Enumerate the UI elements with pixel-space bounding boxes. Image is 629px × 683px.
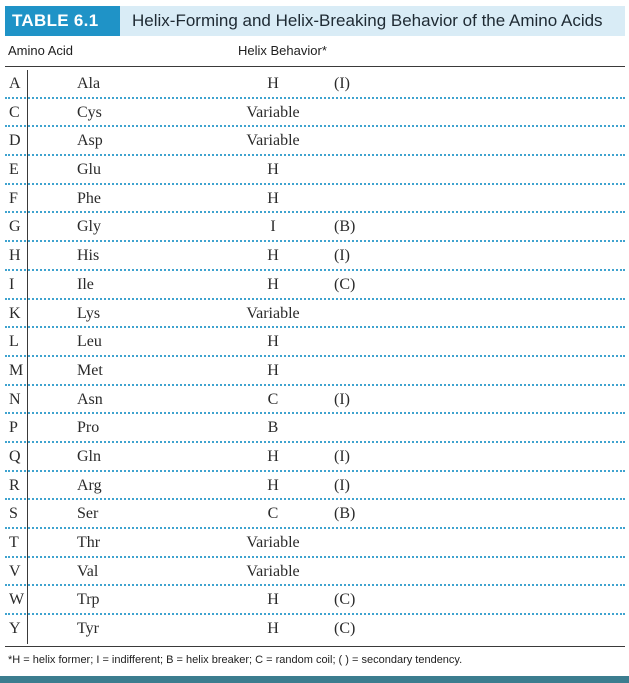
secondary-tendency: (I): [334, 75, 350, 92]
amino-acid-letter: N: [9, 390, 21, 408]
footnote-divider: [5, 646, 625, 647]
table-row: [5, 558, 625, 587]
amino-acid-abbreviation: Cys: [77, 103, 102, 121]
table-row: [5, 386, 625, 415]
helix-behavior: C: [267, 390, 279, 408]
table-row: [5, 300, 625, 329]
amino-acid-abbreviation: Gly: [77, 218, 101, 236]
amino-acid-letter: E: [9, 161, 19, 179]
amino-acid-abbreviation: Ser: [77, 505, 99, 523]
helix-behavior: H: [267, 161, 279, 179]
amino-acid-letter: W: [9, 591, 25, 609]
helix-behavior: C: [267, 505, 279, 523]
table-row: [5, 529, 625, 558]
helix-behavior: B: [267, 419, 279, 437]
amino-acid-abbreviation: Leu: [77, 333, 102, 351]
helix-behavior: H: [267, 591, 279, 609]
table-row: [5, 127, 625, 156]
amino-acid-abbreviation: Glu: [77, 161, 101, 179]
amino-acid-abbreviation: Asp: [77, 132, 103, 150]
amino-acid-letter: A: [9, 75, 21, 92]
table-row: [5, 213, 625, 242]
amino-acid-abbreviation: Trp: [77, 591, 100, 609]
amino-acid-abbreviation: Arg: [77, 476, 102, 494]
amino-acid-letter: M: [9, 361, 24, 379]
table-row: [5, 271, 625, 300]
amino-acid-letter: C: [9, 103, 20, 121]
helix-behavior: H: [267, 75, 279, 92]
amino-acid-letter: Y: [9, 620, 21, 638]
table-row: [5, 357, 625, 386]
secondary-tendency: (I): [334, 476, 350, 494]
amino-acid-letter: F: [9, 189, 18, 207]
amino-acid-abbreviation: Val: [77, 562, 99, 580]
table-body: [5, 70, 625, 644]
amino-acid-abbreviation: Met: [77, 361, 103, 379]
table-row: [5, 472, 625, 501]
amino-acid-letter: D: [9, 132, 21, 150]
helix-behavior: Variable: [246, 534, 300, 551]
secondary-tendency: (I): [334, 390, 350, 408]
amino-acid-letter: T: [9, 534, 19, 551]
secondary-tendency: (C): [334, 275, 356, 293]
table-row: [5, 99, 625, 128]
helix-behavior: H: [267, 476, 279, 494]
column-header-amino-acid: Amino Acid: [8, 43, 74, 58]
secondary-tendency: (B): [334, 218, 356, 236]
table-row: [5, 443, 625, 472]
helix-behavior: H: [267, 447, 279, 465]
amino-acid-abbreviation: Phe: [77, 189, 101, 207]
amino-acid-letter: Q: [9, 447, 21, 465]
table-row: [5, 185, 625, 214]
table-row: [5, 414, 625, 443]
amino-acid-letter: G: [9, 218, 21, 236]
helix-behavior: H: [267, 333, 279, 351]
amino-acid-letter: R: [9, 476, 20, 494]
helix-behavior: H: [267, 620, 279, 638]
helix-behavior: Variable: [246, 304, 300, 322]
secondary-tendency: (B): [334, 505, 356, 523]
table-row: [5, 242, 625, 271]
amino-acid-abbreviation: Tyr: [77, 620, 99, 638]
amino-acid-abbreviation: His: [77, 247, 100, 265]
table-row: [5, 586, 625, 615]
amino-acid-abbreviation: Pro: [77, 419, 100, 437]
amino-acid-letter: I: [9, 275, 15, 293]
helix-behavior: H: [267, 275, 279, 293]
amino-acid-letter: S: [9, 505, 18, 523]
helix-behavior: Variable: [246, 103, 300, 121]
helix-behavior: H: [267, 361, 279, 379]
bottom-page-bar: [0, 676, 629, 683]
secondary-tendency: (I): [334, 247, 350, 265]
table-row: [5, 615, 625, 644]
amino-acid-letter: P: [9, 419, 18, 437]
helix-behavior: H: [267, 247, 279, 265]
helix-behavior: Variable: [246, 132, 300, 150]
helix-behavior: I: [270, 218, 276, 236]
helix-behavior: H: [267, 189, 279, 207]
column-headers: [5, 36, 625, 67]
secondary-tendency: (C): [334, 620, 356, 638]
secondary-tendency: (C): [334, 591, 356, 609]
table-header: [5, 6, 625, 36]
amino-acid-abbreviation: Thr: [77, 534, 101, 551]
amino-acid-letter: H: [9, 247, 21, 265]
amino-acid-abbreviation: Lys: [77, 304, 101, 322]
table-row: [5, 70, 625, 99]
table-number-label: TABLE 6.1: [5, 6, 120, 36]
amino-acid-abbreviation: Asn: [77, 390, 103, 408]
table-row: [5, 328, 625, 357]
amino-acid-abbreviation: Ala: [77, 75, 101, 92]
amino-acid-letter: V: [9, 562, 21, 580]
table-row: [5, 500, 625, 529]
amino-acid-letter: L: [9, 333, 19, 351]
amino-acid-letter: K: [9, 304, 21, 322]
column-header-helix-behavior: Helix Behavior*: [238, 43, 327, 58]
secondary-tendency: (I): [334, 447, 350, 465]
table-row: [5, 156, 625, 185]
table-footnote: *H = helix former; I = indifferent; B = helix breaker; C = random coil; ( ) = secondary tendency.: [8, 654, 463, 666]
amino-acid-abbreviation: Ile: [77, 275, 94, 293]
helix-behavior: Variable: [246, 562, 300, 580]
table-title: Helix-Forming and Helix-Breaking Behavior of the Amino Acids: [132, 11, 603, 30]
letter-column-divider: [27, 70, 28, 644]
amino-acid-abbreviation: Gln: [77, 447, 101, 465]
